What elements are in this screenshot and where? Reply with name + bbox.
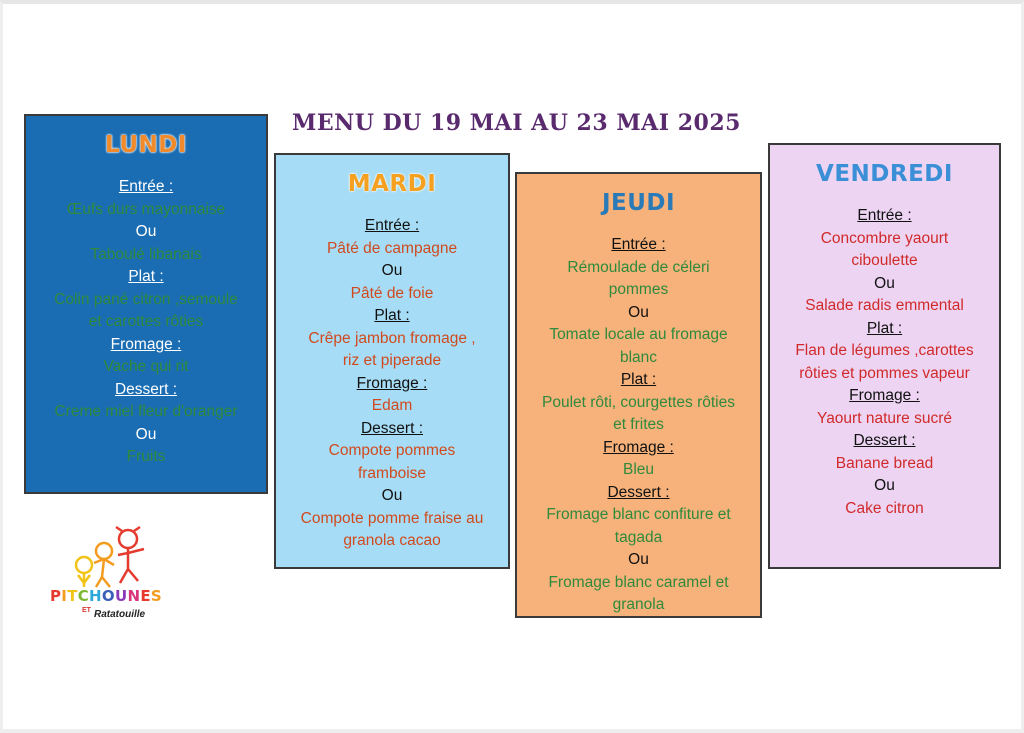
section-label: Entrée : [118, 178, 174, 195]
menu-section [517, 369, 760, 437]
menu-section [770, 385, 999, 430]
logo-letter: T [67, 587, 78, 605]
menu-section [517, 482, 760, 617]
day-card-jeudi [515, 172, 762, 618]
logo-letter: N [127, 587, 141, 605]
dish-line: Œufs durs mayonnaise [66, 200, 226, 218]
dish-line: Pâté de campagne [326, 239, 458, 257]
dish-line: Compote pommes [328, 442, 456, 459]
dish-line: Colin pané citron ,semoule [54, 290, 238, 308]
dish-line: Concombre yaourt [820, 229, 949, 247]
logo-letter: H [89, 587, 102, 605]
day-name: JEUDI [601, 190, 676, 216]
or-separator: Ou [628, 303, 649, 321]
dish-line: Vache qui rit [103, 358, 189, 375]
dish-line: Taboulé libanais [90, 245, 202, 263]
dish-line: Tomate locale au fromage [549, 326, 728, 343]
section-label: Plat : [866, 319, 903, 337]
menu-section [770, 205, 999, 318]
section-label: Plat : [374, 307, 410, 324]
logo-subtitle: Ratatouille [94, 609, 146, 620]
dish-line: riz et piperade [342, 352, 442, 369]
logo-letter: C [77, 587, 90, 605]
dish-line: pommes [608, 281, 669, 298]
menu-section [26, 379, 266, 469]
logo-letter: P [50, 587, 62, 605]
section-label: Fromage : [110, 335, 182, 353]
dish-line: Compote pomme fraise au [300, 509, 484, 527]
section-label: Dessert : [853, 432, 916, 449]
section-label: Fromage : [603, 438, 674, 456]
day-card-mardi [274, 153, 510, 569]
menu-section [770, 430, 999, 520]
day-card-vendredi [768, 143, 1001, 569]
section-label: Fromage : [849, 387, 920, 404]
menu-section [770, 318, 999, 386]
dish-line: Fruits [126, 448, 166, 465]
dish-line: Fromage blanc caramel et [548, 573, 729, 591]
menu-section [276, 305, 508, 373]
logo-et: ET [82, 607, 91, 614]
section-label: Plat : [128, 268, 164, 285]
logo-letter: O [101, 587, 115, 605]
dish-line: Bleu [622, 461, 655, 478]
dish-line: Pâté de foie [350, 284, 434, 302]
section-label: Entrée : [611, 236, 666, 253]
dish-line: granola cacao [343, 532, 441, 549]
day-name: MARDI [347, 171, 437, 197]
dish-line: Fromage blanc confiture et [546, 506, 731, 523]
day-name: VENDREDI [816, 161, 953, 187]
or-separator: Ou [628, 551, 649, 568]
pitchounes-logo [44, 525, 194, 625]
dish-line: Yaourt nature sucré [817, 409, 952, 427]
or-separator: Ou [874, 274, 895, 292]
menu-section [276, 215, 508, 305]
dish-line: tagada [614, 528, 663, 546]
menu-title: MENU DU 19 MAI AU 23 MAI 2025 [292, 110, 741, 136]
dish-line: Flan de légumes ,carottes [795, 342, 974, 359]
logo-letter: U [114, 587, 128, 605]
section-label: Entrée : [857, 207, 912, 224]
logo-wordmark [50, 587, 162, 605]
or-separator: Ou [135, 223, 157, 240]
dish-line: Crêpe jambon fromage , [308, 329, 476, 347]
dish-line: ciboulette [851, 252, 918, 269]
menu-section [276, 418, 508, 553]
menu-section [26, 176, 266, 266]
dish-line: Cake citron [845, 499, 924, 517]
day-name: LUNDI [105, 132, 187, 158]
kids-illustration-icon [44, 525, 194, 589]
dish-line: blanc [619, 348, 658, 366]
day-card-lundi [24, 114, 268, 494]
dish-line: et frites [613, 416, 664, 433]
dish-line: Edam [371, 397, 413, 414]
dish-line: et carottes rôties [88, 313, 204, 330]
logo-letter: S [150, 587, 162, 605]
menu-section [517, 437, 760, 482]
dish-line: Poulet rôti, courgettes rôties [542, 393, 735, 411]
dish-line: Creme miel fleur d'oranger [54, 403, 238, 420]
logo-letter: I [61, 587, 68, 605]
dish-line: framboise [357, 464, 427, 482]
or-separator: Ou [381, 262, 403, 279]
or-separator: Ou [381, 487, 403, 504]
section-label: Dessert : [607, 483, 670, 501]
dish-line: rôties et pommes vapeur [799, 364, 970, 382]
menu-section [26, 266, 266, 334]
section-label: Entrée : [364, 217, 420, 234]
menu-section [276, 373, 508, 418]
logo-letter: E [140, 587, 151, 605]
dish-line: granola [612, 596, 665, 613]
menu-section [517, 234, 760, 369]
section-label: Dessert : [360, 419, 423, 437]
or-separator: Ou [874, 477, 895, 494]
or-separator: Ou [135, 425, 157, 443]
menu-section [26, 334, 266, 379]
dish-line: Salade radis emmental [805, 297, 964, 314]
section-label: Dessert : [114, 380, 177, 398]
dish-line: Rémoulade de céleri [567, 258, 710, 276]
section-label: Fromage : [356, 374, 428, 392]
section-label: Plat : [620, 371, 657, 388]
dish-line: Banane bread [835, 454, 934, 472]
